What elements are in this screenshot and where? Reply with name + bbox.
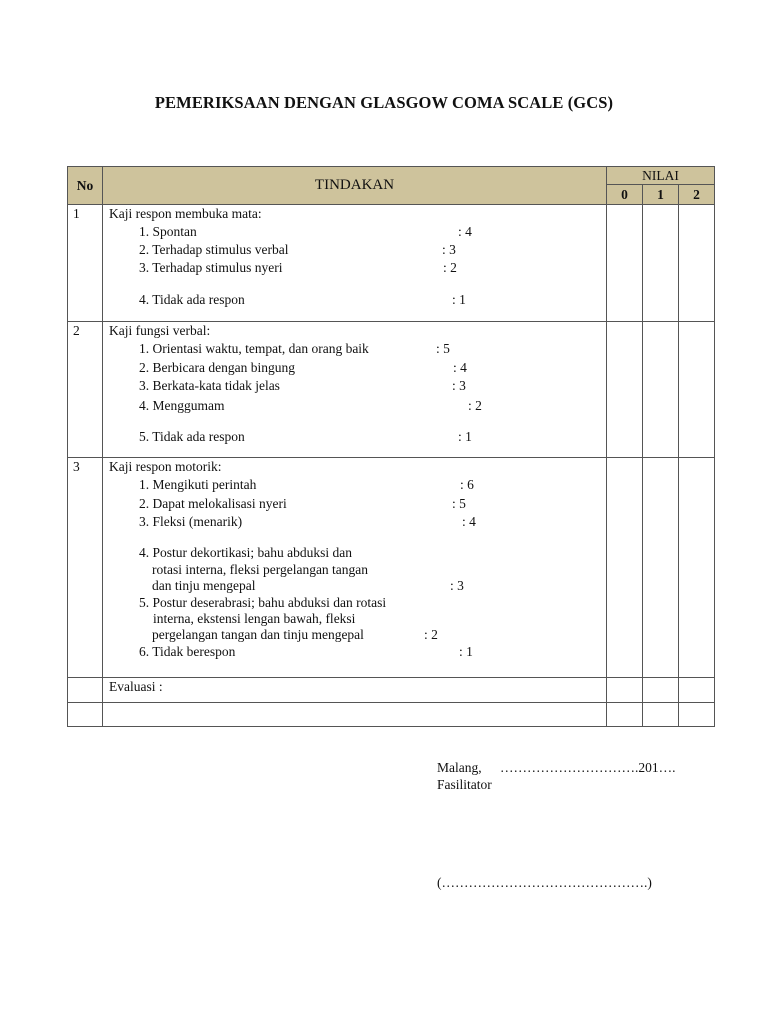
table-row	[68, 703, 715, 727]
score-cell[interactable]	[643, 703, 679, 727]
header-score-2: 2	[679, 185, 715, 205]
item-value: : 5	[452, 496, 466, 511]
table-row	[68, 322, 715, 458]
score-cell[interactable]	[679, 322, 715, 458]
item-label: 1. Spontan	[139, 224, 197, 239]
item-label: 3. Terhadap stimulus nyeri	[139, 260, 283, 275]
score-cell[interactable]	[607, 322, 643, 458]
page-title: PEMERIKSAAN DENGAN GLASGOW COMA SCALE (GCS)	[154, 93, 614, 112]
signature-name[interactable]: (……………………………………….)	[437, 875, 652, 890]
item-value: : 2	[443, 260, 457, 275]
row-number: 1	[68, 205, 103, 322]
item-value: : 3	[442, 242, 456, 257]
item-label: 6. Tidak berespon	[139, 644, 236, 659]
item-label: 1. Mengikuti perintah	[139, 477, 257, 492]
score-cell[interactable]	[607, 703, 643, 727]
header-score-1: 1	[643, 185, 679, 205]
item-label: pergelangan tangan dan tinju mengepal	[152, 627, 364, 642]
item-label: 1. Orientasi waktu, tempat, dan orang baik	[139, 341, 369, 356]
item-label: dan tinju mengepal	[152, 578, 256, 593]
item-label: 2. Terhadap stimulus verbal	[139, 242, 289, 257]
item-label: 5. Postur deserabrasi; bahu abduksi dan rotasi	[139, 595, 387, 610]
item-value: : 6	[460, 477, 474, 492]
row-action	[103, 322, 607, 458]
row-number: 2	[68, 322, 103, 458]
header-no: No	[68, 167, 103, 205]
empty-cell[interactable]	[103, 703, 607, 727]
row-heading: Kaji respon membuka mata:	[109, 206, 262, 221]
signature-date[interactable]: ………………………….201….	[500, 760, 676, 775]
signature-city: Malang,	[437, 760, 482, 775]
item-label: rotasi interna, fleksi pergelangan tangan	[152, 562, 369, 577]
signature-role: Fasilitator	[437, 777, 492, 792]
score-cell[interactable]	[643, 458, 679, 678]
item-value: : 1	[452, 292, 466, 307]
header-score-0: 0	[607, 185, 643, 205]
item-label: 2. Dapat melokalisasi nyeri	[139, 496, 287, 511]
row-number: 3	[68, 458, 103, 678]
evaluasi-cell[interactable]	[103, 678, 607, 703]
score-cell[interactable]	[643, 205, 679, 322]
item-value: : 1	[458, 429, 472, 444]
item-label: 4. Postur dekortikasi; bahu abduksi dan	[139, 545, 352, 560]
table-row	[68, 205, 715, 322]
table-row	[68, 458, 715, 678]
item-value: : 5	[436, 341, 450, 356]
header-nilai: NILAI	[607, 167, 715, 185]
item-label: 5. Tidak ada respon	[139, 429, 245, 444]
item-value: : 3	[452, 378, 466, 393]
item-label: 4. Menggumam	[139, 398, 225, 413]
score-cell[interactable]	[643, 678, 679, 703]
score-cell[interactable]	[607, 678, 643, 703]
row-action	[103, 458, 607, 678]
item-value: : 2	[424, 627, 438, 642]
item-label: 3. Fleksi (menarik)	[139, 514, 243, 529]
row-number-empty	[68, 678, 103, 703]
score-cell[interactable]	[679, 458, 715, 678]
evaluasi-label: Evaluasi :	[109, 679, 163, 694]
item-value: : 4	[462, 514, 476, 529]
score-cell[interactable]	[607, 458, 643, 678]
row-heading: Kaji respon motorik:	[109, 459, 222, 474]
item-value: : 1	[459, 644, 473, 659]
gcs-table	[67, 166, 715, 727]
item-value: : 3	[450, 578, 464, 593]
item-value: : 4	[453, 360, 467, 375]
item-value: : 4	[458, 224, 472, 239]
header-tindakan: TINDAKAN	[103, 167, 607, 205]
item-label: interna, ekstensi lengan bawah, fleksi	[153, 611, 356, 626]
score-cell[interactable]	[607, 205, 643, 322]
table-row	[68, 678, 715, 703]
item-label: 2. Berbicara dengan bingung	[139, 360, 295, 375]
score-cell[interactable]	[679, 678, 715, 703]
item-label: 3. Berkata-kata tidak jelas	[139, 378, 280, 393]
score-cell[interactable]	[643, 322, 679, 458]
score-cell[interactable]	[679, 205, 715, 322]
score-cell[interactable]	[679, 703, 715, 727]
row-action	[103, 205, 607, 322]
row-heading: Kaji fungsi verbal:	[109, 323, 211, 338]
item-value: : 2	[468, 398, 482, 413]
row-number-empty	[68, 703, 103, 727]
item-label: 4. Tidak ada respon	[139, 292, 245, 307]
